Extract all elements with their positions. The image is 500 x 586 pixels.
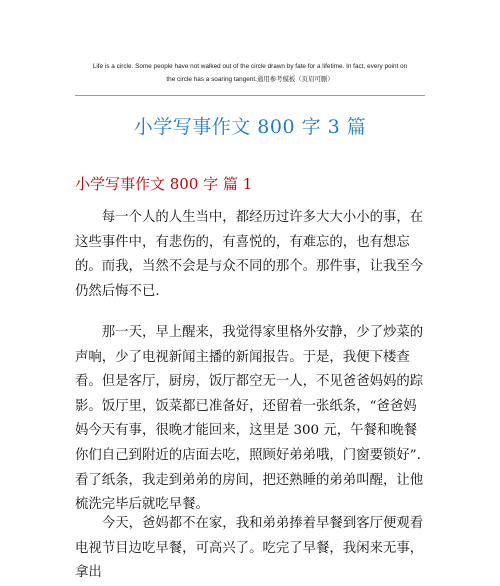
paragraph-1: 每一个人的人生当中，都经历过许多大大小小的事，在这些事件中，有悲伤的，有喜悦的，有难忘的，也有想忘的。而我，当然不会是与众不同的那个。那件事，让我至今仍然后悔不已. [75,210,424,299]
paragraph-2: 那一天，早上醒来，我觉得家里格外安静，少了炒菜的声响，少了电视新闻主播的新闻报告。于是，我便下楼查看。但是客厅，厨房，饭厅都空无一人，不见爸爸妈妈的踪影。饭厅里，饭菜都已准备好，还留着一张纸条，“爸爸妈妈今天有事，很晚才能回来，这里是 300 元，午餐和晚餐你们自己到附近的店面去吃，照顾好弟弟哦，门窗要锁好”. 看了纸条，我走到弟弟的房间，把还熟睡的弟弟叫醒，让他梳洗完毕后就吃早餐。 [75,325,424,513]
document-title: 小学写事作文 800 字 3 篇 [133,116,367,138]
header-line-2: the circle has a soaring tangent.通用参考模板（页眉可删） [166,76,334,83]
header-divider [75,95,425,96]
section-title: 小学写事作文 800 字 篇 1 [75,175,253,193]
header-line-1: Life is a circle. Some people have not walked out of the circle drawn by fate for a lifetime. In fact, every point on [92,63,408,70]
page-header [60,60,440,86]
paragraph-3: 今天，爸妈都不在家，我和弟弟捧着早餐到客厅便观看电视节目边吃早餐，可高兴了。吃完了早餐，我闲来无事，拿出 [75,516,424,581]
